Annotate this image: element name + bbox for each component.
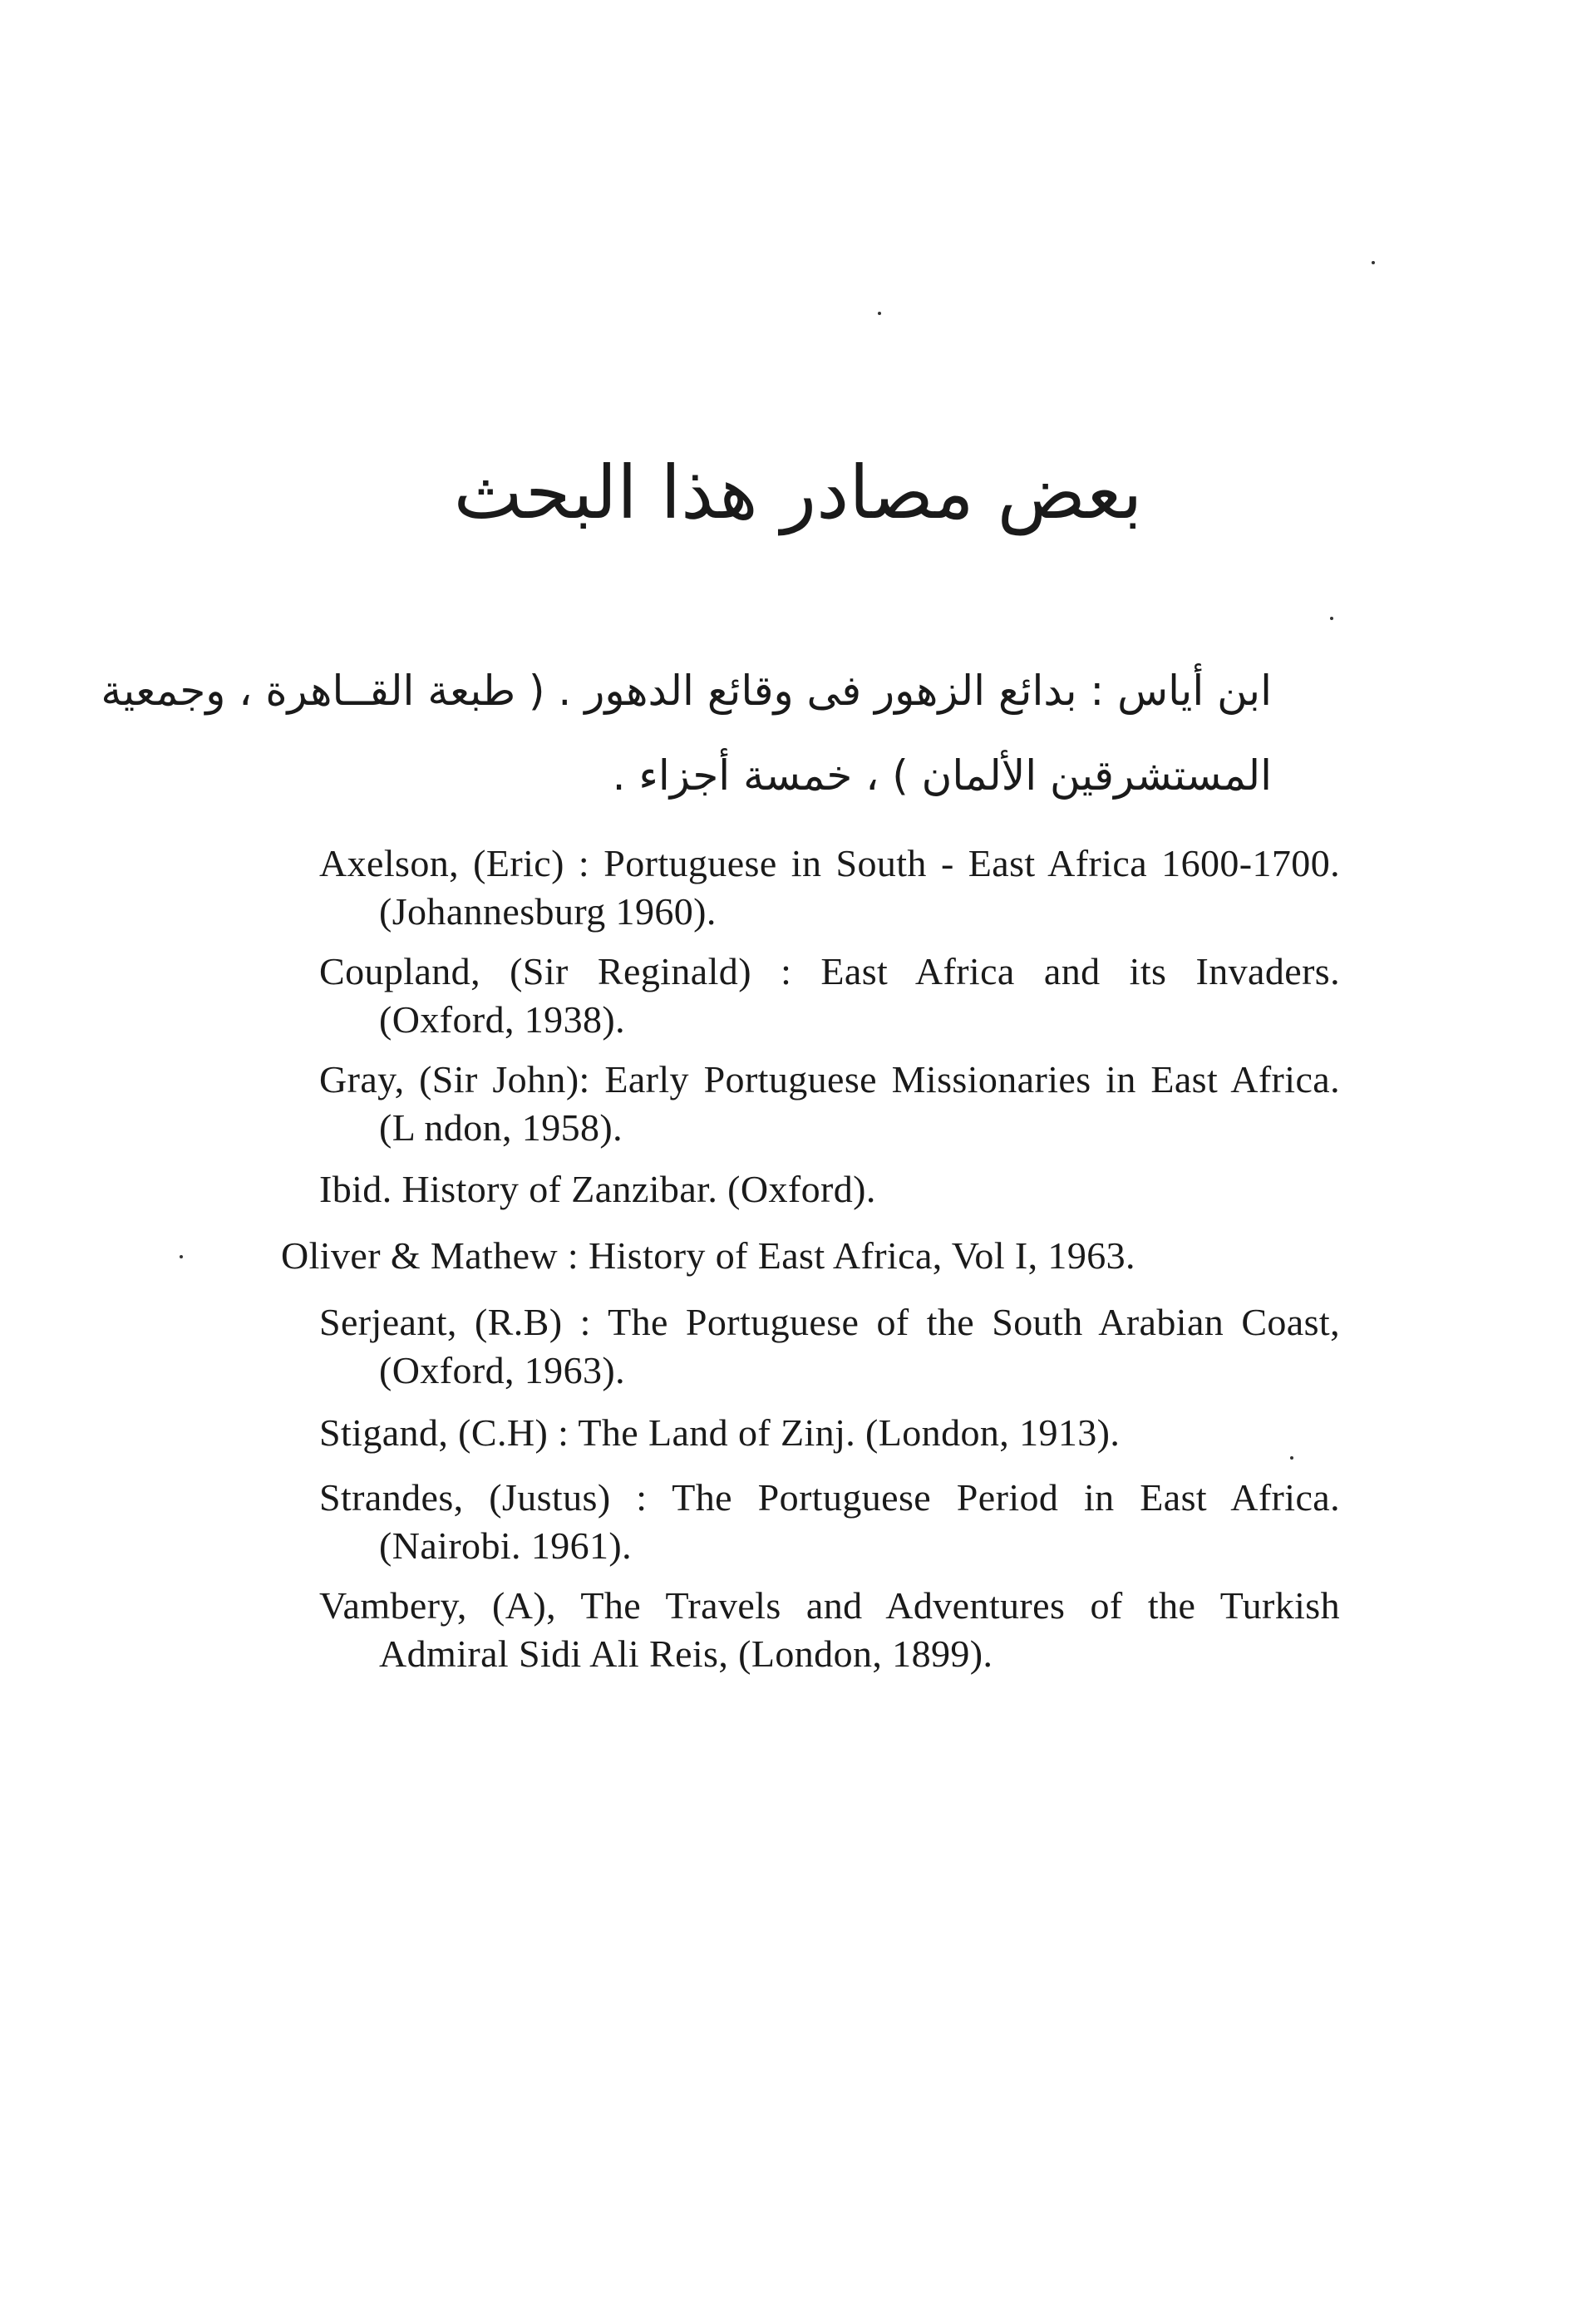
scan-speck — [1372, 261, 1375, 264]
reference-line: Vambery, (A), The Travels and Adventures of the Turkish — [319, 1584, 1340, 1627]
reference-serjeant — [319, 1298, 1340, 1395]
reference-line: Serjeant, (R.B) : The Portuguese of the South Arabian Coast, — [319, 1301, 1340, 1343]
reference-ibid — [319, 1165, 876, 1214]
arabic-reference — [101, 648, 1272, 818]
reference-line: Gray, (Sir John): Early Portuguese Missionaries in East Africa. — [319, 1058, 1340, 1100]
scan-speck — [1330, 617, 1333, 620]
reference-line: Ibid. History of Zanzibar. (Oxford). — [319, 1168, 876, 1210]
scan-speck — [1290, 1456, 1293, 1460]
reference-line: Stigand, (C.H) : The Land of Zinj. (London, 1913). — [319, 1411, 1121, 1454]
reference-strandes — [319, 1474, 1340, 1570]
reference-axelson — [319, 839, 1340, 936]
reference-line: (Johannesburg 1960). — [379, 890, 717, 933]
scan-speck — [878, 312, 881, 315]
page-title: بعض مصادر هذا البحث — [453, 450, 1143, 535]
reference-stigand — [319, 1409, 1120, 1457]
reference-oliver-mathew — [281, 1232, 1135, 1280]
reference-line: Admiral Sidi Ali Reis, (London, 1899). — [379, 1632, 993, 1675]
reference-line: Strandes, (Justus) : The Portuguese Period in East Africa. — [319, 1476, 1340, 1519]
reference-line: Coupland, (Sir Reginald) : East Africa and its Invaders. — [319, 950, 1340, 992]
reference-line: (Oxford, 1938). — [379, 998, 625, 1041]
arabic-reference-line-1: ابن أياس : بدائع الزهور فى وقائع الدهور . ( طبعة القــاهرة ، وجمعية — [101, 667, 1272, 715]
arabic-reference-line-2: المستشرقين الألمان ) ، خمسة أجزاء . — [612, 751, 1272, 800]
reference-line: (Oxford, 1963). — [379, 1349, 625, 1391]
reference-line: (L ndon, 1958). — [379, 1106, 623, 1149]
reference-line: Axelson, (Eric) : Portuguese in South - East Africa 1600-1700. — [319, 842, 1340, 884]
reference-coupland — [319, 948, 1340, 1044]
scan-speck — [180, 1255, 183, 1258]
reference-line: Oliver & Mathew : History of East Africa, Vol I, 1963. — [281, 1234, 1135, 1277]
reference-vambery — [319, 1582, 1340, 1678]
reference-line: (Nairobi. 1961). — [379, 1524, 633, 1567]
reference-gray — [319, 1056, 1340, 1152]
